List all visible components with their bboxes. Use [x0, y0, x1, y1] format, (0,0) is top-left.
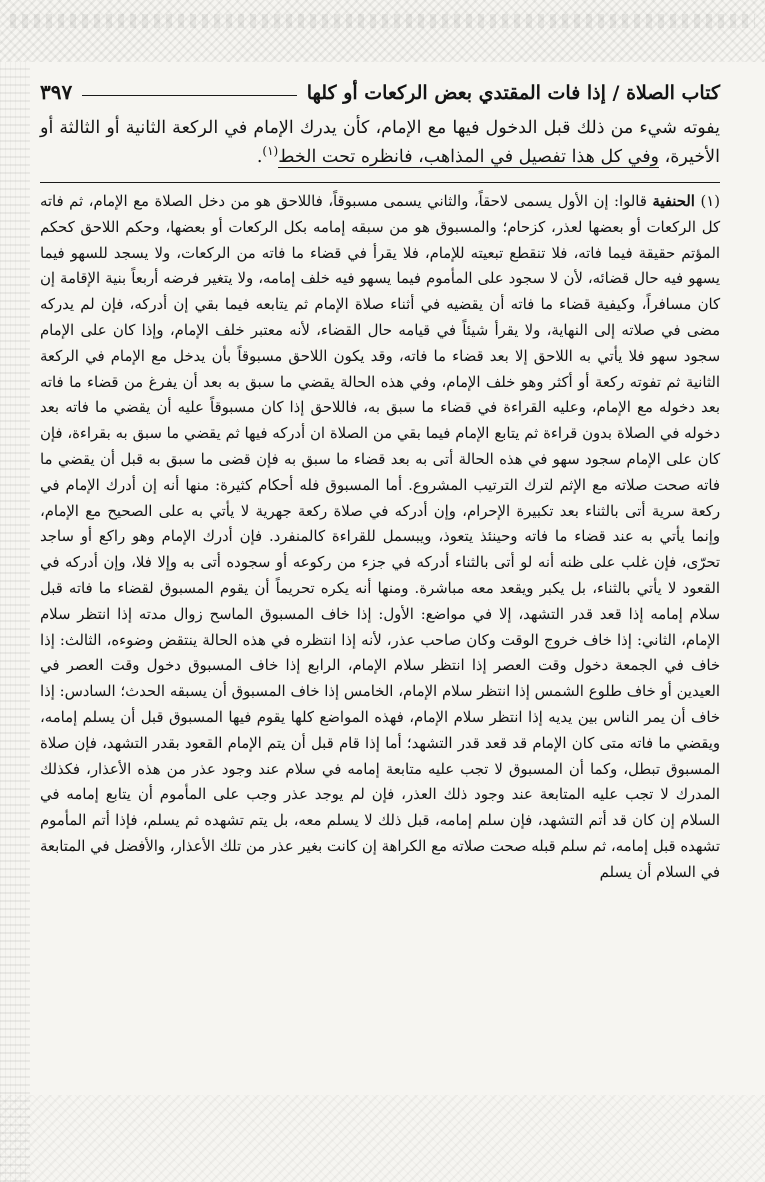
- book-page: [40, 70, 720, 1090]
- underlined-text: وفي كل هذا تفصيل في المذاهب، فانظره تحت الخط: [278, 147, 660, 167]
- header-rule: [82, 95, 296, 96]
- ornamental-border-left: [0, 62, 30, 1182]
- footnote-separator: [40, 182, 720, 183]
- main-text-end: .: [256, 147, 263, 167]
- page-number: ٣٩٧: [40, 80, 73, 104]
- footnote-text: قالوا: إن الأول يسمى لاحقاً، والثاني يسمى مسبوقاً، فاللاحق هو من دخل الصلاة مع الإمام، ثم فاته كل الركعات أو بعضها لعذر، كزحام؛ والمسبوق هو من سبقه إمامه بكل الركعات أو بعضها، وحكم اللاحق كحكم المؤتم حقيقة فيما فاته، فلا تنقطع تبعيته للإمام، فلا يقرأ في قضاء ما فاته من الركعات، ولا يسجد للسهو فيما يسهو فيه حال قضائه، لأن لا سجود على المأموم فيما يسهو فيه خلف إمامه، ولا يتغير فرضه أربعاً بنية الإقامة إن كان مسافراً، وكيفية قضاء ما فاته أن يقضيه في أثناء صلاة الإمام ثم يتابعه فيما بقي إن أدركه، فإن لم يدركه مضى في صلاته إلى النهاية، ولا يقرأ شيئاً في قيامه حال القضاء، لأنه معتبر خلف الإمام، وإذا كان على الإمام سجود سهو فلا يأتي به اللاحق إلا بعد قضاء ما فاته، وقد يكون اللاحق مسبوقاً بأن يدخل مع الإمام في الركعة الثانية ثم تفوته ركعة أو أكثر وهو خلف الإمام، وفي هذه الحالة يقضي ما سبق به بعد أن يفرغ من قضاء ما فاته بعد دخوله مع الإمام، وعليه القراءة في قضاء ما سبق به، فاللاحق إذا كان مسبوقاً عليه أن يقضي ما فاته بعد دخوله في الصلاة بدون قراءة ثم يتابع الإمام فيما بقي من الصلاة ان أدركه فيها ثم يقضي ما سبق به بقراءة، فإن كان على الإمام سجود سهو في هذه الحالة أتى به بعد قضاء ما سبق به فإن قضى ما سبق به قبل أن يقضي ما فاته صحت صلاته مع الإثم لترك الترتيب المشروع. أما المسبوق فله أحكام كثيرة: منها أنه إن أدرك الإمام في ركعة سرية أتى بالثناء بعد تكبيرة الإحرام، وإن أدركه في صلاة ركعة جهرية لا يأتي به على الصحيح مع الإمام، وإنما يأتي به عند قضاء ما فاته وحينئذ يتعوذ، ويبسمل للقراءة كالمنفرد. فإن أدرك الإمام وهو راكع أو ساجد تحرّى، فإن غلب على ظنه أنه لو أتى بالثناء أدركه في جزء من ركوعه أو سجوده أتى به وإلا فلا، وإن أدركه في القعود لا يأتي بالثناء، بل يكبر ويقعد معه مباشرة. ومنها أنه يكره تحريماً أن يقوم المسبوق لقضاء ما فاته قبل سلام إمامه إذا قعد قدر التشهد، إلا في مواضع: الأول: إذا خاف المسبوق الماسح زوال مدته إذا انتظر سلام الإمام، الثاني: إذا خاف خروج الوقت وكان صاحب عذر، لأنه إذا انتظره في هذه الحالة ينتقض وضوءه، الثالث: إذا خاف في الجمعة دخول وقت العصر إذا انتظر سلام الإمام، الرابع إذا خاف المسبوق دخول وقت العصر في العيدين أو خاف طلوع الشمس إذا انتظر سلام الإمام، الخامس إذا خاف المسبوق أن يسبقه الحدث؛ السادس: إذا خاف أن يمر الناس بين يديه إذا انتظر سلام الإمام، فهذه المواضع كلها يقوم فيها المسبوق قبل أن يسلم إمامه، ويقضي ما فاته متى كان الإمام قد قعد قدر التشهد؛ أما إذا قام قبل أن يتم الإمام القعود بقدر التشهد، فإن صلاة المسبوق تبطل، وكما أن المسبوق لا تجب عليه متابعة إمامه في سلام عند وجود عذر من هذه الأعذار، فكذلك المدرك لا تجب عليه المتابعة عند وجود ذلك العذر، فإن لم يوجد عذر وجب على المأموم أن يتابع إمامه في السلام إن كان قد أتم التشهد، فإن سلم إمامه، قبل ذلك لا يسلم معه، بل يتم تشهده ثم يسلم، فإذا أتم المأموم تشهده قبل إمامه، ثم سلم قبله صحت صلاته مع الكراهة إن كانت بغير عذر من تلك الأعذار، والأفضل في المتابعة في السلام أن يسلم: [40, 193, 720, 881]
- ornamental-border-bottom: [0, 1095, 765, 1182]
- footnote-school: الحنفية: [652, 193, 695, 210]
- main-text-part: يفوته شيء من ذلك قبل الدخول فيها مع الإمام، كأن يدرك الإمام في الركعة الثانية أو الثالثة أو الأخيرة،: [40, 118, 720, 167]
- footnote-reference: (١): [262, 144, 279, 159]
- page-header: [40, 70, 720, 104]
- footnote: [40, 189, 720, 886]
- main-text: [40, 114, 720, 172]
- footnote-number: (١): [700, 193, 720, 210]
- ornamental-border-top: [0, 0, 765, 62]
- running-title: كتاب الصلاة / إذا فات المقتدي بعض الركعات أو كلها: [306, 82, 720, 104]
